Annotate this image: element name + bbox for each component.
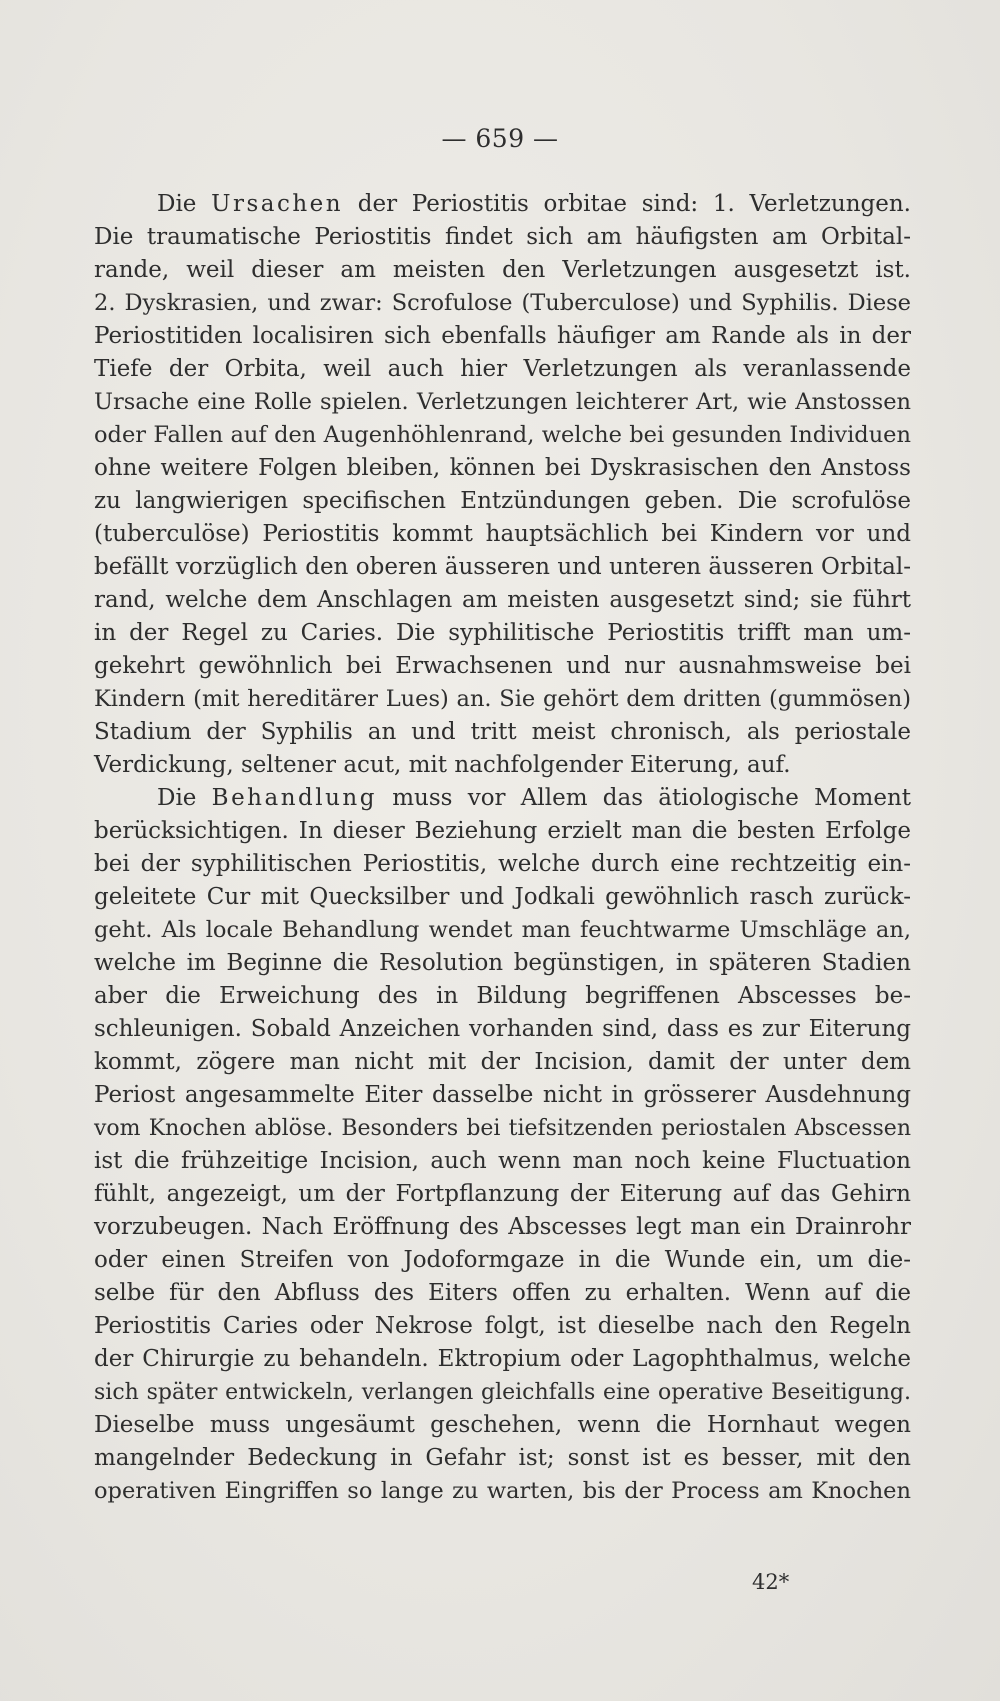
text-line: Die traumatische Periostitis findet sich am häufigsten am Orbital-	[94, 224, 911, 250]
text-line: in der Regel zu Caries. Die syphilitische Periostitis trifft man um-	[94, 620, 911, 646]
text-line: 2. Dyskrasien, und zwar: Scrofulose (Tuberculose) und Syphilis. Diese	[94, 290, 911, 316]
text-line: mangelnder Bedeckung in Gefahr ist; sonst ist es besser, mit den	[94, 1445, 911, 1471]
body-text	[94, 188, 911, 1508]
text-line: geht. Als locale Behandlung wendet man feuchtwarme Umschläge an,	[94, 917, 911, 943]
text-line: gekehrt gewöhnlich bei Erwachsenen und nur ausnahmsweise bei	[94, 653, 911, 679]
text-line: vorzubeugen. Nach Eröffnung des Abscesses legt man ein Drainrohr	[94, 1214, 911, 1240]
text-line: Kindern (mit hereditärer Lues) an. Sie gehört dem dritten (gummösen)	[94, 686, 911, 712]
spaced-heading-word: Ursachen	[211, 191, 344, 217]
text-line: berücksichtigen. In dieser Beziehung erzielt man die besten Erfolge	[94, 818, 911, 844]
text-line: der Chirurgie zu behandeln. Ektropium oder Lagophthalmus, welche	[94, 1346, 911, 1372]
text-line: Tiefe der Orbita, weil auch hier Verletzungen als veranlassende	[94, 356, 911, 382]
text-line: Dieselbe muss ungesäumt geschehen, wenn die Hornhaut wegen	[94, 1412, 911, 1438]
text-line: Stadium der Syphilis an und tritt meist chronisch, als periostale	[94, 719, 911, 745]
paragraph	[94, 188, 911, 782]
text-line: schleunigen. Sobald Anzeichen vorhanden sind, dass es zur Eiterung	[94, 1016, 911, 1042]
text-line: sich später entwickeln, verlangen gleichfalls eine operative Beseitigung.	[94, 1380, 911, 1405]
line-prefix: Die	[157, 191, 212, 217]
text-line	[94, 782, 911, 815]
text-line: aber die Erweichung des in Bildung begriffenen Abscesses be-	[94, 983, 911, 1009]
spaced-heading-word: Behandlung	[211, 785, 377, 811]
text-line: Verdickung, seltener acut, mit nachfolgender Eiterung, auf.	[94, 752, 791, 778]
text-line: kommt, zögere man nicht mit der Incision, damit der unter dem	[94, 1049, 911, 1075]
text-line: Ursache eine Rolle spielen. Verletzungen leichterer Art, wie Anstossen	[94, 389, 911, 415]
text-line: selbe für den Abfluss des Eiters offen zu erhalten. Wenn auf die	[94, 1280, 911, 1306]
page-number: — 659 —	[441, 124, 559, 153]
line-suffix: muss vor Allem das ätiologische Moment	[376, 785, 911, 811]
text-line: (tuberculöse) Periostitis kommt hauptsächlich bei Kindern vor und	[94, 521, 911, 547]
text-line: ohne weitere Folgen bleiben, können bei Dyskrasischen den Anstoss	[94, 455, 911, 481]
line-prefix: Die	[157, 785, 212, 811]
text-line: rande, weil dieser am meisten den Verletzungen ausgesetzt ist.	[94, 257, 911, 283]
text-line: zu langwierigen specifischen Entzündungen geben. Die scrofulöse	[94, 488, 911, 514]
text-line: bei der syphilitischen Periostitis, welche durch eine rechtzeitig ein-	[94, 851, 911, 877]
text-line: ist die frühzeitige Incision, auch wenn man noch keine Fluctuation	[94, 1148, 911, 1174]
text-line: Periostitiden localisiren sich ebenfalls häufiger am Rande als in der	[94, 323, 911, 349]
text-line: operativen Eingriffen so lange zu warten, bis der Process am Knochen	[94, 1478, 911, 1504]
text-line: befällt vorzüglich den oberen äusseren und unteren äusseren Orbital-	[94, 554, 911, 580]
text-line: welche im Beginne die Resolution begünstigen, in späteren Stadien	[94, 950, 911, 976]
text-line: rand, welche dem Anschlagen am meisten ausgesetzt sind; sie führt	[94, 587, 911, 613]
line-suffix: der Periostitis orbitae sind: 1. Verletzungen.	[343, 191, 911, 217]
text-line	[94, 188, 911, 221]
text-line: oder Fallen auf den Augenhöhlenrand, welche bei gesunden Individuen	[94, 422, 911, 448]
signature-mark: 42*	[752, 1570, 790, 1594]
text-line: vom Knochen ablöse. Besonders bei tiefsitzenden periostalen Abscessen	[94, 1116, 911, 1141]
text-line: oder einen Streifen von Jodoformgaze in die Wunde ein, um die-	[94, 1247, 911, 1273]
text-line: Periostitis Caries oder Nekrose folgt, ist dieselbe nach den Regeln	[94, 1313, 911, 1339]
text-line: geleitete Cur mit Quecksilber und Jodkali gewöhnlich rasch zurück-	[94, 884, 911, 910]
text-line: fühlt, angezeigt, um der Fortpflanzung der Eiterung auf das Gehirn	[94, 1181, 911, 1207]
paragraph	[94, 782, 911, 1508]
text-line: Periost angesammelte Eiter dasselbe nicht in grösserer Ausdehnung	[94, 1082, 911, 1108]
